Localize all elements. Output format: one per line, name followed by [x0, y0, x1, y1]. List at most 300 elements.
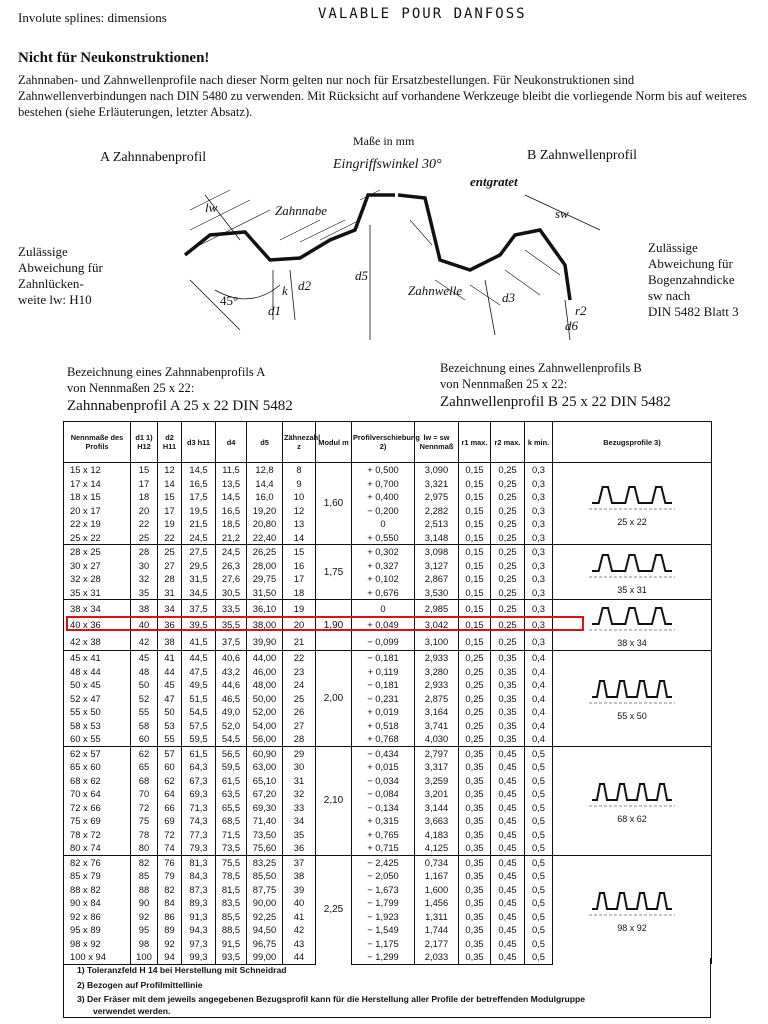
- table-cell: 65: [131, 760, 158, 774]
- table-cell: 22: [158, 531, 182, 545]
- table-cell: 0,25: [491, 633, 525, 650]
- table-cell: 0,25: [491, 531, 525, 545]
- table-cell: 76: [158, 855, 182, 869]
- table-cell: 24,5: [216, 545, 247, 559]
- table-cell: 31: [158, 586, 182, 600]
- cell-reference-profile: [553, 855, 712, 964]
- table-cell: 71,5: [216, 828, 247, 842]
- table-cell: 4,183: [415, 828, 459, 842]
- shaft-label: Zahnwelle: [408, 283, 463, 298]
- table-cell: − 0,099: [352, 633, 415, 650]
- table-cell: 1,456: [415, 896, 459, 910]
- handwritten-note: VALABLE POUR DANFOSS: [318, 6, 527, 22]
- table-cell: 1,600: [415, 883, 459, 897]
- table-cell: 0,35: [459, 937, 491, 951]
- table-cell: 40: [283, 896, 316, 910]
- page-title: Involute splines: dimensions: [18, 10, 167, 25]
- d6-label: d6: [565, 318, 578, 333]
- table-cell: 85: [131, 869, 158, 883]
- table-cell: 21,2: [216, 531, 247, 545]
- table-row: [64, 463, 712, 477]
- table-cell: 27,6: [216, 572, 247, 586]
- table-cell: 96,75: [247, 937, 283, 951]
- table-cell: 12: [158, 463, 182, 477]
- table-cell: 0,5: [525, 760, 553, 774]
- table-cell: 50,00: [247, 692, 283, 706]
- table-cell: 91,5: [216, 937, 247, 951]
- table-cell: 0,45: [491, 760, 525, 774]
- cell-nominal-size: 32 x 28: [64, 572, 131, 586]
- table-row: [64, 600, 712, 617]
- table-cell: 75,5: [216, 855, 247, 869]
- table-cell: 30,5: [216, 586, 247, 600]
- table-cell: 2,975: [415, 490, 459, 504]
- th-z: Zähnezahl z: [283, 422, 316, 463]
- table-cell: 38: [131, 600, 158, 617]
- table-cell: 43: [283, 937, 316, 951]
- table-cell: − 1,175: [352, 937, 415, 951]
- table-cell: 32: [283, 787, 316, 801]
- table-cell: 0,25: [491, 490, 525, 504]
- highlighted-row-frame: [66, 616, 584, 631]
- table-cell: 62: [131, 746, 158, 760]
- footnote-3: 3) Der Fräser mit dem jeweils angegebenen Bezugsprofil kann für die Herstellung aller Profile der betreffenden Modulgruppe: [77, 994, 586, 1004]
- table-cell: 92,25: [247, 910, 283, 924]
- reference-profile-label: 98 x 92: [617, 922, 647, 933]
- table-cell: + 0,400: [352, 490, 415, 504]
- table-cell: 0,45: [491, 923, 525, 937]
- cell-nominal-size: 48 x 44: [64, 665, 131, 679]
- table-cell: 0,45: [491, 814, 525, 828]
- table-cell: 3,321: [415, 477, 459, 491]
- table-cell: 0,5: [525, 774, 553, 788]
- table-cell: 0,3: [525, 531, 553, 545]
- table-cell: 0,45: [491, 774, 525, 788]
- table-cell: 61,5: [182, 746, 216, 760]
- th-d5: d5: [247, 422, 283, 463]
- table-cell: 17,5: [182, 490, 216, 504]
- table-cell: 34,5: [182, 586, 216, 600]
- table-cell: 0,25: [459, 732, 491, 746]
- cell-nominal-size: 22 x 19: [64, 517, 131, 531]
- table-cell: + 0,119: [352, 665, 415, 679]
- table-cell: 2,797: [415, 746, 459, 760]
- table-cell: 69,30: [247, 801, 283, 815]
- spline-profile-diagram: [170, 170, 610, 350]
- table-cell: 3,201: [415, 787, 459, 801]
- table-cell: 25: [283, 692, 316, 706]
- table-row: [64, 545, 712, 559]
- table-cell: 94,3: [182, 923, 216, 937]
- table-cell: 2,985: [415, 600, 459, 617]
- table-cell: 40: [131, 617, 158, 634]
- table-cell: 0,25: [459, 651, 491, 665]
- cell-nominal-size: 62 x 57: [64, 746, 131, 760]
- table-cell: 81,5: [216, 883, 247, 897]
- table-cell: 32: [131, 572, 158, 586]
- table-cell: 0,3: [525, 633, 553, 650]
- angle-label: 45°: [220, 293, 239, 308]
- table-cell: + 0,518: [352, 719, 415, 733]
- cell-nominal-size: 85 x 79: [64, 869, 131, 883]
- table-cell: 0,15: [459, 600, 491, 617]
- table-cell: 2,875: [415, 692, 459, 706]
- cell-nominal-size: 55 x 50: [64, 705, 131, 719]
- cell-nominal-size: 45 x 41: [64, 651, 131, 665]
- table-cell: 0,35: [459, 950, 491, 964]
- table-cell: − 2,050: [352, 869, 415, 883]
- table-cell: + 0,676: [352, 586, 415, 600]
- table-cell: 3,317: [415, 760, 459, 774]
- table-cell: + 0,715: [352, 841, 415, 855]
- table-cell: 31: [283, 774, 316, 788]
- table-cell: 0,45: [491, 855, 525, 869]
- table-cell: 57: [158, 746, 182, 760]
- table-cell: 31,50: [247, 586, 283, 600]
- reference-profile-icon: [587, 479, 677, 513]
- table-cell: 16: [283, 559, 316, 573]
- table-cell: 34: [158, 600, 182, 617]
- table-cell: 19,20: [247, 504, 283, 518]
- table-cell: 0,45: [491, 910, 525, 924]
- table-cell: 58: [131, 719, 158, 733]
- table-cell: 45: [131, 651, 158, 665]
- table-cell: 74,3: [182, 814, 216, 828]
- table-cell: 0,15: [459, 463, 491, 477]
- table-cell: 64,3: [182, 760, 216, 774]
- cell-nominal-size: 90 x 84: [64, 896, 131, 910]
- table-cell: − 1,549: [352, 923, 415, 937]
- table-cell: 78,5: [216, 869, 247, 883]
- table-cell: 20,80: [247, 517, 283, 531]
- table-cell: 0,15: [459, 617, 491, 634]
- reference-profile-label: 25 x 22: [617, 516, 647, 527]
- cell-nominal-size: 68 x 62: [64, 774, 131, 788]
- table-cell: 54,5: [216, 732, 247, 746]
- table-cell: 0,3: [525, 463, 553, 477]
- deburred-label: entgratet: [470, 174, 518, 189]
- cell-nominal-size: 38 x 34: [64, 600, 131, 617]
- table-cell: 52,00: [247, 705, 283, 719]
- table-cell: 14: [158, 477, 182, 491]
- table-cell: 41: [283, 910, 316, 924]
- table-cell: 17: [131, 477, 158, 491]
- sw-label: sw: [555, 206, 569, 221]
- table-cell: 0,25: [491, 504, 525, 518]
- table-cell: 53: [158, 719, 182, 733]
- table-cell: 35: [283, 828, 316, 842]
- cell-nominal-size: 35 x 31: [64, 586, 131, 600]
- table-cell: − 0,200: [352, 504, 415, 518]
- table-cell: 0,35: [459, 841, 491, 855]
- table-cell: 100: [131, 950, 158, 964]
- table-cell: 0,35: [491, 651, 525, 665]
- table-cell: 3,741: [415, 719, 459, 733]
- table-cell: + 0,327: [352, 559, 415, 573]
- table-cell: − 1,923: [352, 910, 415, 924]
- reference-profile-label: 68 x 62: [617, 813, 647, 824]
- th-ref: Bezugsprofile 3): [553, 422, 712, 463]
- table-cell: 44,5: [182, 651, 216, 665]
- table-cell: 2,933: [415, 651, 459, 665]
- th-m: Modul m: [316, 422, 352, 463]
- cell-nominal-size: 98 x 92: [64, 937, 131, 951]
- table-cell: 0,35: [491, 678, 525, 692]
- label-hub-profile-a: A Zahnnabenprofil: [100, 150, 207, 165]
- table-cell: 72: [131, 801, 158, 815]
- table-cell: 89: [158, 923, 182, 937]
- cell-nominal-size: 60 x 55: [64, 732, 131, 746]
- table-cell: 4,125: [415, 841, 459, 855]
- table-cell: 48,00: [247, 678, 283, 692]
- table-cell: 15: [131, 463, 158, 477]
- table-cell: 0,3: [525, 559, 553, 573]
- table-cell: 67,20: [247, 787, 283, 801]
- table-cell: 15: [158, 490, 182, 504]
- table-cell: 0,734: [415, 855, 459, 869]
- table-cell: 27: [158, 559, 182, 573]
- table-cell: 20: [283, 617, 316, 634]
- footnote-1: 1) Toleranzfeld H 14 bei Herstellung mit Schneidrad: [77, 965, 287, 975]
- table-cell: − 0,181: [352, 651, 415, 665]
- units-label: Maße in mm: [353, 134, 415, 148]
- table-cell: 3,090: [415, 463, 459, 477]
- cell-nominal-size: 30 x 27: [64, 559, 131, 573]
- table-cell: 1,744: [415, 923, 459, 937]
- table-cell: 90,00: [247, 896, 283, 910]
- th-nenn: Nennmaße des Profils: [64, 422, 131, 463]
- table-cell: 29,75: [247, 572, 283, 586]
- cell-nominal-size: 100 x 94: [64, 950, 131, 964]
- table-cell: 37: [283, 855, 316, 869]
- table-cell: 57,5: [182, 719, 216, 733]
- table-cell: 0,45: [491, 787, 525, 801]
- table-cell: 92: [131, 910, 158, 924]
- r2-label: r2: [575, 303, 587, 318]
- table-cell: 41,5: [182, 633, 216, 650]
- table-cell: 91,3: [182, 910, 216, 924]
- table-cell: 46,00: [247, 665, 283, 679]
- table-cell: 47,5: [182, 665, 216, 679]
- dimensions-table: [63, 421, 712, 965]
- table-cell: 0,25: [459, 678, 491, 692]
- table-cell: 50: [131, 678, 158, 692]
- table-cell: 2,513: [415, 517, 459, 531]
- table-cell: 79: [158, 869, 182, 883]
- table-cell: 54,00: [247, 719, 283, 733]
- table-cell: 38: [283, 869, 316, 883]
- table-cell: 16,0: [247, 490, 283, 504]
- table-cell: 0,45: [491, 828, 525, 842]
- cell-nominal-size: 42 x 38: [64, 633, 131, 650]
- cell-nominal-size: 65 x 60: [64, 760, 131, 774]
- table-cell: 17: [158, 504, 182, 518]
- table-cell: 23: [283, 665, 316, 679]
- table-cell: 68: [131, 774, 158, 788]
- table-cell: 3,280: [415, 665, 459, 679]
- th-r1: r1 max.: [459, 422, 491, 463]
- table-cell: 0,5: [525, 923, 553, 937]
- table-cell: 0,3: [525, 586, 553, 600]
- table-cell: 73,50: [247, 828, 283, 842]
- table-cell: 93,5: [216, 950, 247, 964]
- table-cell: 2,033: [415, 950, 459, 964]
- cell-modul: 2,00: [316, 651, 352, 747]
- table-cell: 30: [131, 559, 158, 573]
- table-cell: − 0,084: [352, 787, 415, 801]
- table-cell: 44,00: [247, 651, 283, 665]
- dimension-lines: [190, 195, 600, 340]
- cell-nominal-size: 72 x 66: [64, 801, 131, 815]
- table-cell: 13: [283, 517, 316, 531]
- table-cell: 3,042: [415, 617, 459, 634]
- table-cell: 24: [283, 678, 316, 692]
- table-cell: 22: [131, 517, 158, 531]
- table-cell: 3,663: [415, 814, 459, 828]
- cell-nominal-size: 17 x 14: [64, 477, 131, 491]
- cell-reference-profile: [553, 545, 712, 600]
- table-cell: 88: [131, 883, 158, 897]
- table-cell: 0,25: [491, 586, 525, 600]
- table-cell: 0,4: [525, 651, 553, 665]
- table-cell: 95: [131, 923, 158, 937]
- th-d2: d2 H11: [158, 422, 182, 463]
- table-cell: 0,25: [491, 559, 525, 573]
- table-cell: 0,35: [491, 692, 525, 706]
- table-cell: 45: [158, 678, 182, 692]
- table-cell: 19: [158, 517, 182, 531]
- table-cell: 0,5: [525, 869, 553, 883]
- table-cell: 84,3: [182, 869, 216, 883]
- table-cell: 0,25: [491, 572, 525, 586]
- table-cell: 19,5: [182, 504, 216, 518]
- table-cell: 0,35: [459, 869, 491, 883]
- table-cell: 94: [158, 950, 182, 964]
- k-label: k: [282, 283, 288, 298]
- table-cell: 24,5: [182, 531, 216, 545]
- table-cell: 0,15: [459, 572, 491, 586]
- cell-nominal-size: 28 x 25: [64, 545, 131, 559]
- table-cell: 67,3: [182, 774, 216, 788]
- table-row: [64, 855, 712, 869]
- cell-nominal-size: 40 x 36: [64, 617, 131, 634]
- cell-modul: 1,60: [316, 463, 352, 545]
- table-cell: 21,5: [182, 517, 216, 531]
- table-cell: 61,5: [216, 774, 247, 788]
- table-cell: 56,5: [216, 746, 247, 760]
- table-cell: 39,5: [182, 617, 216, 634]
- cell-nominal-size: 95 x 89: [64, 923, 131, 937]
- table-cell: 0: [352, 600, 415, 617]
- table-cell: 2,282: [415, 504, 459, 518]
- cell-reference-profile: [553, 651, 712, 747]
- table-cell: 73,5: [216, 841, 247, 855]
- table-cell: 49,0: [216, 705, 247, 719]
- th-d1: d1 1) H12: [131, 422, 158, 463]
- table-cell: 3,127: [415, 559, 459, 573]
- table-cell: 89,3: [182, 896, 216, 910]
- table-cell: 75,60: [247, 841, 283, 855]
- table-cell: 3,144: [415, 801, 459, 815]
- table-cell: 0,4: [525, 732, 553, 746]
- table-cell: 0,45: [491, 883, 525, 897]
- lw-label: lw: [205, 200, 218, 215]
- table-cell: 29: [283, 746, 316, 760]
- table-cell: + 0,302: [352, 545, 415, 559]
- table-cell: 0,5: [525, 855, 553, 869]
- table-cell: 74: [158, 841, 182, 855]
- table-cell: 0,4: [525, 719, 553, 733]
- cell-modul: 1,90: [316, 600, 352, 651]
- table-cell: 59,5: [182, 732, 216, 746]
- table-cell: 8: [283, 463, 316, 477]
- table-cell: 0,5: [525, 950, 553, 964]
- table-cell: 59,5: [216, 760, 247, 774]
- table-cell: 41: [158, 651, 182, 665]
- table-cell: 42: [283, 923, 316, 937]
- table-cell: 70: [131, 787, 158, 801]
- table-cell: 0,45: [491, 841, 525, 855]
- table-cell: 0,35: [459, 910, 491, 924]
- table-cell: 69,3: [182, 787, 216, 801]
- reference-profile-icon: [587, 547, 677, 581]
- table-cell: 68,5: [216, 814, 247, 828]
- table-cell: 22,40: [247, 531, 283, 545]
- table-cell: 4,030: [415, 732, 459, 746]
- table-cell: − 2,425: [352, 855, 415, 869]
- table-cell: 0,15: [459, 517, 491, 531]
- table-cell: 82: [131, 855, 158, 869]
- table-cell: 3,148: [415, 531, 459, 545]
- cell-modul: 2,10: [316, 746, 352, 855]
- table-cell: 0,35: [459, 801, 491, 815]
- table-cell: 55: [131, 705, 158, 719]
- table-cell: 0,35: [459, 787, 491, 801]
- table-cell: 0,5: [525, 814, 553, 828]
- table-cell: 27: [283, 719, 316, 733]
- reference-profile-icon: [587, 776, 677, 810]
- table-cell: 42: [131, 633, 158, 650]
- footnote-3-cont: verwendet werden.: [93, 1006, 171, 1016]
- table-cell: 36: [283, 841, 316, 855]
- table-cell: 87,3: [182, 883, 216, 897]
- table-cell: 0,3: [525, 490, 553, 504]
- cell-nominal-size: 92 x 86: [64, 910, 131, 924]
- table-row: [64, 746, 712, 760]
- cell-modul: 1,75: [316, 545, 352, 600]
- table-cell: 39: [283, 883, 316, 897]
- table-cell: 0,45: [491, 950, 525, 964]
- table-cell: 30: [283, 760, 316, 774]
- table-cell: + 0,315: [352, 814, 415, 828]
- table-cell: 1,311: [415, 910, 459, 924]
- table-cell: 14: [283, 531, 316, 545]
- table-cell: + 0,049: [352, 617, 415, 634]
- th-lw: lw = sw Nennmaß: [415, 422, 459, 463]
- table-cell: 0,15: [459, 531, 491, 545]
- cell-reference-profile: [553, 463, 712, 545]
- table-cell: 55: [158, 732, 182, 746]
- reference-profile-icon: [587, 600, 677, 634]
- table-cell: 26: [283, 705, 316, 719]
- table-cell: 65,10: [247, 774, 283, 788]
- table-cell: + 0,500: [352, 463, 415, 477]
- table-cell: 0,35: [459, 814, 491, 828]
- table-cell: 0,25: [459, 719, 491, 733]
- table-cell: 11,5: [216, 463, 247, 477]
- table-cell: + 0,700: [352, 477, 415, 491]
- table-cell: 44: [283, 950, 316, 964]
